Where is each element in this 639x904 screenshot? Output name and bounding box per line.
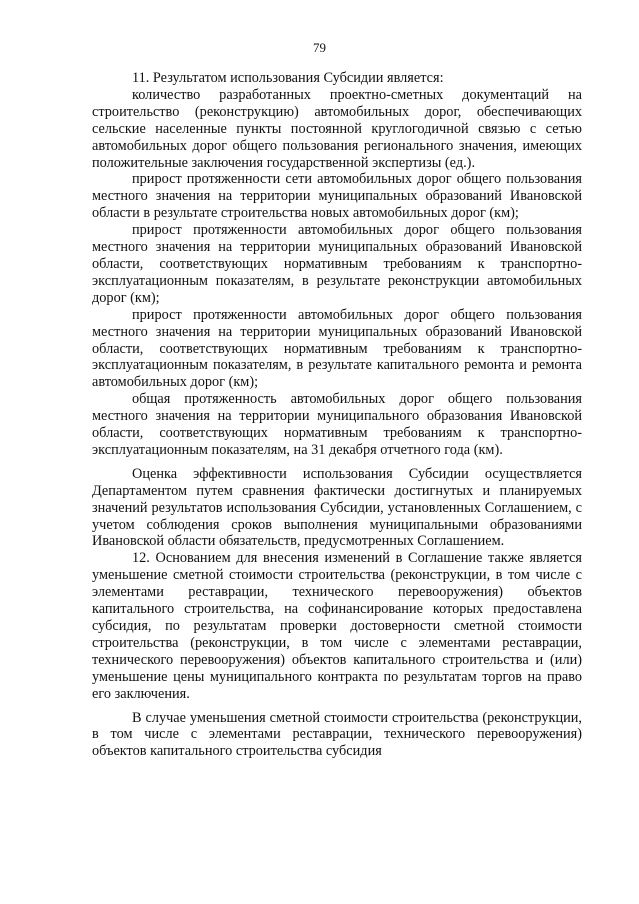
paragraph-design-docs-count: количество разработанных проектно-сметных документаций на строительство (реконструкцию) автомобильных дорог, обеспечивающих сельские населенные пункты постоянной круглогодичной связью с сетью автомобильных дорог общего пользования регионального значения, имеющих положительные заключения государственной экспертизы (ед.). [92, 86, 582, 171]
paragraph-11-heading: 11. Результатом использования Субсидии является: [132, 70, 444, 86]
paragraph-12-agreement-changes: 12. Основанием для внесения изменений в Соглашение также является уменьшение сметной стоимости строительства (реконструкции, в том числе с элементами реставрации, технического перевооружения) объектов капитального строительства, на софинансирование которых предоставлена субсидия, по результатам проверки достоверности сметной стоимости строительства (реконструкции, в том числе с элементами реставрации, технического перевооружения) объектов капитального строительства и (или) уменьшение цены муниципального контракта по результатам торгов на право его заключения. [92, 550, 582, 702]
paragraph-cost-reduction-case: В случае уменьшения сметной стоимости строительства (реконструкции, в том числе с элементами реставрации, технического перевооружения) объектов капитального строительства субсидия [92, 709, 582, 760]
page-number: 79 [313, 40, 326, 55]
paragraph-repair-growth: прирост протяженности автомобильных дорог общего пользования местного значения на территории муниципальных образований Ивановской области, соответствующих нормативным требованиям к транспортно-эксплуатационным показателям, в результате капитального ремонта и ремонта автомобильных дорог (км); [92, 306, 582, 391]
paragraph-efficiency-evaluation: Оценка эффективности использования Субсидии осуществляется Департаментом путем сравнения фактически достигнутых и планируемых значений результатов использования Субсидии, установленных Соглашением, с учетом соблюдения сроков выполнения муниципальными образованиями Ивановской области обязательств, предусмотренных Соглашением. [92, 465, 582, 550]
document-body [92, 70, 582, 760]
paragraph-reconstruction-growth: прирост протяженности автомобильных дорог общего пользования местного значения на территории муниципальных образований Ивановской области, соответствующих нормативным требованиям к транспортно-эксплуатационным показателям, в результате реконструкции автомобильных дорог (км); [92, 222, 582, 306]
paragraph-new-roads-growth: прирост протяженности сети автомобильных дорог общего пользования местного значения на территории муниципальных образований Ивановской области в результате строительства новых автомобильных дорог (км); [92, 171, 582, 222]
paragraph-total-length: общая протяженность автомобильных дорог общего пользования местного значения на территории муниципального образования Ивановской области, соответствующих нормативным требованиям к транспортно-эксплуатационным показателям, на 31 декабря отчетного года (км). [92, 391, 582, 458]
